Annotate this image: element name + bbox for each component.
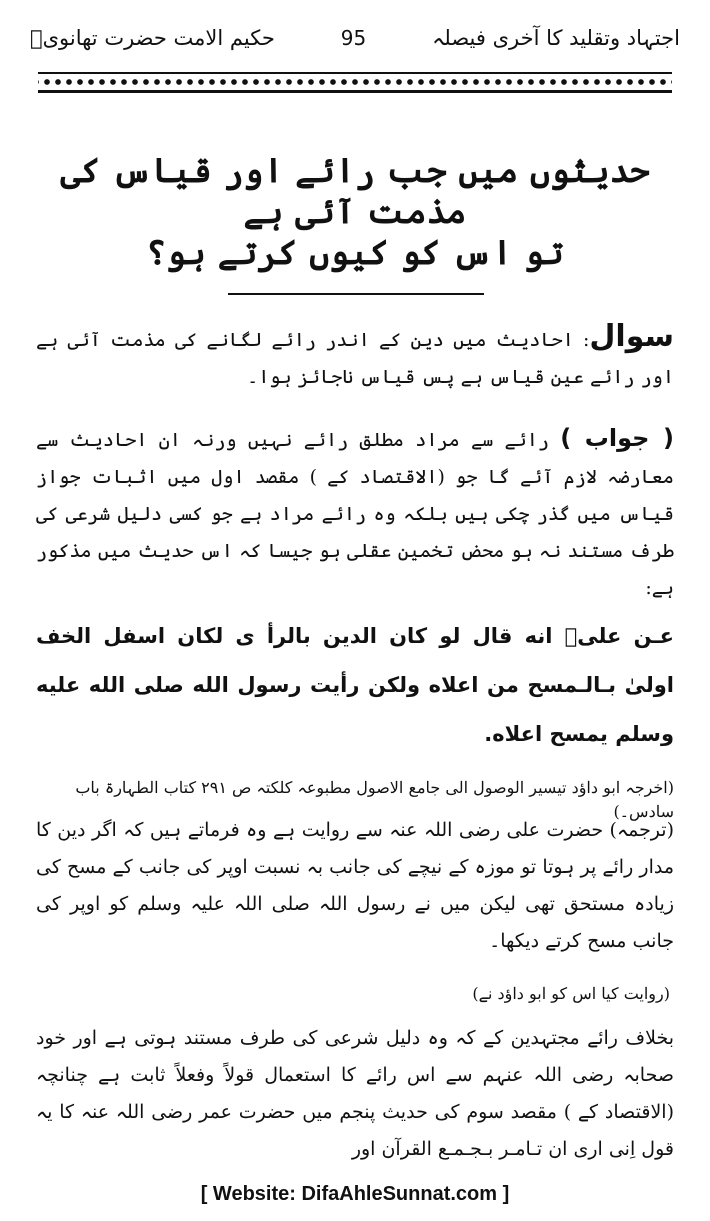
answer-paragraph (36, 420, 674, 607)
section-title-line1: حدیثوں میں جب رائے اور قیاس کی مذمت آئی ہے (60, 151, 650, 232)
question-paragraph (36, 318, 674, 396)
page-header (30, 18, 680, 58)
question-label: سوال (589, 319, 674, 354)
answer-text: رائے سے مراد مطلق رائے نہیں ورنہ ان احادیث سے معارضہ لازم آئے گا جو (الاقتصاد کے ) مقصد اول میں اثبات جواز قیاس میں گذر چکی ہیں بلکہ وہ رائے مراد ہے جو کسی دلیل شرعی کی طرف مستند نہ ہو محض تخمین عقلی ہو جیسا کہ اس حدیث میں مذکور ہے: (36, 429, 674, 599)
reference-abu-dawud: (اخرجہ ابو داؤد تیسیر الوصول الی جامع الاصول مطبوعہ کلکتہ ص ۲۹۱ کتاب الطہارۃ باب سادس۔) (75, 778, 674, 821)
section-title-line2: تو اس کو کیوں کرتے ہو؟ (146, 233, 564, 273)
reference-narration: (روایت کیا اس کو ابو داؤد نے) (472, 984, 670, 1003)
translation-paragraph: (ترجمہ) حضرت علی رضی اللہ عنہ سے روایت ہے وہ فرماتے ہیں کہ اگر دین کا مدار رائے پر ہوتا تو موزہ کے نیچے کی جانب بہ نسبت اوپر کی جانب کے مسح کی زیادہ مستحق تھی لیکن میں نے رسول اللہ صلی اللہ علیہ وسلم کو اوپر کی جانب مسح کرتے دیکھا۔ (36, 819, 674, 952)
website-footer: [ Website: DifaAhleSunnat.com ] (200, 1183, 510, 1205)
question-text: : احادیث میں دین کے اندر رائے لگانے کی مذمت آئی ہے اور رائے عین قیاس ہے پس قیاس ناجائز ہوا۔ (36, 329, 674, 388)
author-name: حکیم الامت حضرت تھانویؒ (30, 26, 275, 50)
title-underline (228, 293, 484, 295)
page-number: 95 (340, 26, 367, 50)
book-title: اجتہاد وتقلید کا آخری فیصلہ (432, 26, 680, 50)
closing-paragraph: بخلاف رائے مجتہدین کے کہ وہ دلیل شرعی کی طرف مستند ہوتی ہے اور خود صحابہ رضی اللہ عنہم سے اس رائے کا استعمال قولاً وفعلاً ثابت ہے چنانچہ (الاقتصاد کے ) مقصد سوم کی حدیث پنجم میں حضرت عمر رضی اللہ عنہ کا یہ قول اِنی اری ان تـامـر بـجـمـع القرآن اور (36, 1027, 674, 1160)
header-divider (38, 72, 672, 93)
arabic-hadith: عـن علیؓ انه قال لو كان الدين بالرأ ى لكان اسفل الخف اولىٰ بـالـمسح من اعلاه ولكن رأيت رسول الله صلى الله عليه وسلم يمسح اعلاه. (36, 624, 674, 746)
answer-label: ( جواب ) (560, 424, 674, 452)
